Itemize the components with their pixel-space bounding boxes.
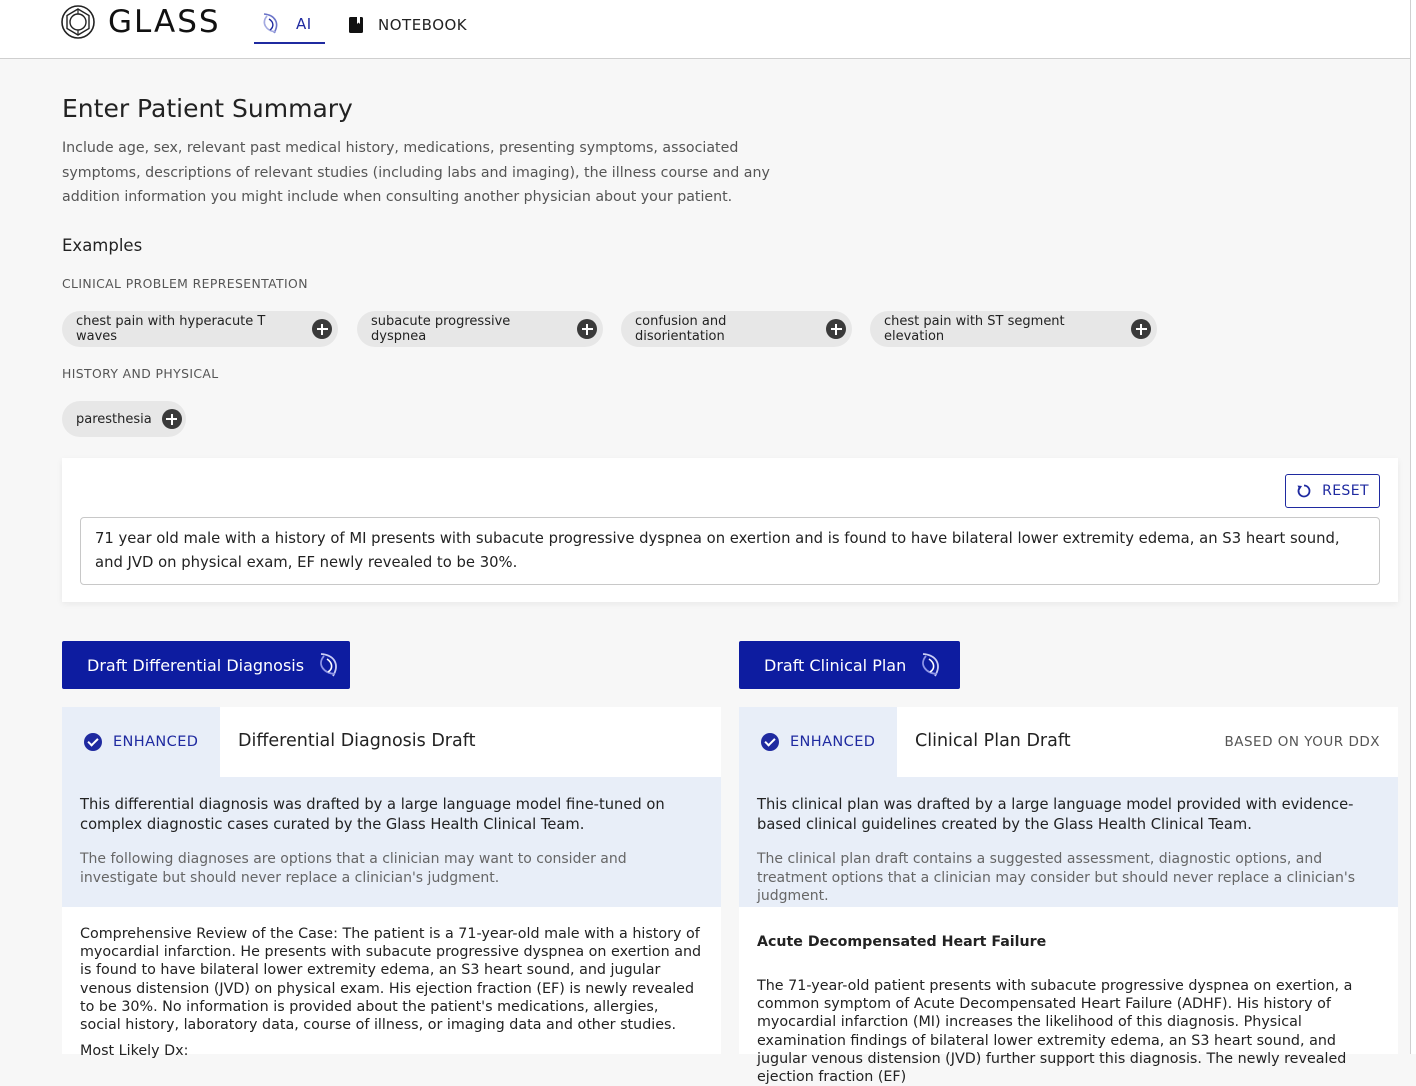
draft-plan-label: Draft Clinical Plan (764, 655, 907, 675)
draft-clinical-plan-button[interactable] (739, 641, 960, 689)
plan-content (739, 907, 1398, 1086)
example-chip[interactable] (621, 311, 852, 347)
ddx-disclaimer-primary: This differential diagnosis was drafted by a large language model fine-tuned on complex diagnostic cases curated by the Glass Health Clinical Team. (80, 796, 665, 833)
ddx-case-review: Comprehensive Review of the Case: The patient is a 71-year-old male with a history of myocardial infarction. He presents with subacute progressive dyspnea on exertion and is found to have bilateral lower extremity edema, an S3 heart sound, and jugular venous distension (JVD) on physical exam. His ejection fraction (EF) is newly revealed to be 30%. No information is provided about the patient's medications, allergies, social history, laboratory data, course of illness, or imaging data and other studies. (80, 926, 702, 1034)
example-chip[interactable] (870, 311, 1157, 347)
plan-panel-header (739, 707, 1398, 777)
brand-name: GLASS (108, 4, 221, 40)
add-icon (577, 319, 597, 339)
tab-notebook-label: NOTEBOOK (378, 16, 468, 34)
examples-caption-problem-representation: CLINICAL PROBLEM REPRESENTATION (62, 276, 308, 291)
ai-swirl-icon (258, 11, 284, 37)
draft-differential-diagnosis-button[interactable] (62, 641, 350, 689)
ddx-disclaimer (62, 777, 721, 907)
plan-diagnosis-text: The 71-year-old patient presents with subacute progressive dyspnea on exertion, a common symptom of Acute Decompensated Heart Failure (ADHF). His history of myocardial infarction (MI) increases the likelihood of this diagnosis. Physical examination findings of bilateral lower extremity edema, an S3 heart sound, and jugular venous distension (JVD) further support this diagnosis. The newly revealed ejection fraction (EF) (757, 978, 1353, 1086)
plan-panel (739, 707, 1398, 1086)
add-icon (826, 319, 846, 339)
add-icon (312, 319, 332, 339)
example-chip-label: paresthesia (76, 411, 152, 427)
glass-logo-icon (60, 4, 96, 40)
ai-swirl-icon (916, 650, 946, 680)
reset-button[interactable] (1285, 474, 1380, 508)
check-circle-icon (84, 733, 102, 751)
patient-summary-input[interactable]: 71 year old male with a history of MI presents with subacute progressive dyspnea on exertion and is found to have bilateral lower extremity edema, an S3 heart sound, and JVD on physical exam, EF newly revealed to be 30%. (80, 517, 1380, 585)
plan-disclaimer (739, 777, 1398, 907)
example-chip[interactable] (62, 401, 186, 437)
ddx-panel (62, 707, 721, 1060)
plan-panel-title: Clinical Plan Draft (915, 731, 1071, 751)
top-nav-bar (0, 0, 1410, 59)
enhanced-badge-label: ENHANCED (113, 734, 199, 750)
draft-ddx-label: Draft Differential Diagnosis (87, 655, 305, 675)
ddx-content (62, 907, 721, 1060)
example-chip[interactable] (357, 311, 603, 347)
enhanced-badge[interactable] (62, 707, 220, 777)
notebook-icon (348, 16, 364, 34)
ddx-disclaimer-secondary: The following diagnoses are options that a clinician may want to consider and investigate but should never replace a clinician's judgment. (80, 851, 627, 886)
brand-logo[interactable] (60, 4, 221, 40)
tab-ai[interactable] (254, 6, 325, 44)
examples-heading: Examples (62, 236, 143, 255)
ddx-panel-title: Differential Diagnosis Draft (238, 731, 476, 751)
add-icon (162, 409, 182, 429)
check-circle-icon (761, 733, 779, 751)
example-chip-label: chest pain with hyperacute T waves (76, 314, 266, 344)
example-chip-label: chest pain with ST segment elevation (884, 314, 1065, 344)
plan-disclaimer-secondary: The clinical plan draft contains a suggested assessment, diagnostic options, and treatment options that a clinician may consider but should never replace a clinician's judgment. (757, 851, 1356, 904)
tab-notebook[interactable] (348, 6, 467, 44)
reset-icon (1296, 483, 1312, 499)
plan-disclaimer-primary: This clinical plan was drafted by a large language model provided with evidence-based clinical guidelines created by the Glass Health Clinical Team. (757, 796, 1354, 833)
page-description: Include age, sex, relevant past medical history, medications, presenting symptoms, associated symptoms, descriptions of relevant studies (including labs and imaging), the illness course and any addition information you might include when consulting another physician about your patient. (62, 140, 770, 206)
tab-ai-label: AI (296, 15, 312, 33)
plan-panel-note: BASED ON YOUR DDX (1224, 734, 1380, 750)
example-chip-label: confusion and disorientation (635, 314, 727, 344)
example-chip[interactable] (62, 311, 338, 347)
add-icon (1131, 319, 1151, 339)
ai-swirl-icon (314, 650, 344, 680)
ddx-most-likely-heading: Most Likely Dx: (80, 1043, 189, 1060)
window-edge (1410, 0, 1416, 1054)
page-title: Enter Patient Summary (62, 94, 353, 123)
examples-caption-history-physical: HISTORY AND PHYSICAL (62, 366, 219, 381)
reset-button-label: RESET (1322, 483, 1369, 499)
enhanced-badge[interactable] (739, 707, 897, 777)
plan-diagnosis-heading: Acute Decompensated Heart Failure (757, 934, 1047, 950)
patient-summary-card (62, 458, 1398, 602)
enhanced-badge-label: ENHANCED (790, 734, 876, 750)
example-chip-label: subacute progressive dyspnea (371, 314, 511, 344)
ddx-panel-header (62, 707, 721, 777)
